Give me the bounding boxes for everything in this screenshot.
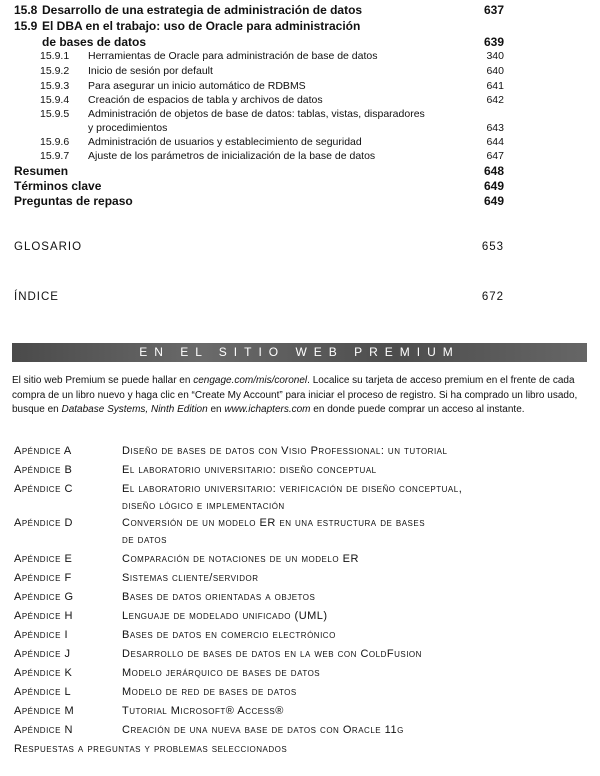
text: 15.9.3 — [40, 80, 70, 92]
text: 15.9.7 — [40, 150, 70, 162]
appendix-title: Diseño de bases de datos con Visio Professional: un tutorial — [122, 445, 448, 457]
text: Administración de objetos de base de datos: tablas, vistas, disparadores — [88, 108, 425, 120]
premium-url[interactable]: cengage.com/mis/coronel — [193, 375, 308, 386]
text: 15.9.2 — [40, 65, 70, 77]
toc-subentry[interactable] — [0, 50, 600, 66]
answers-title: Respuestas a preguntas y problemas seleccionados — [14, 743, 288, 755]
appendix-item[interactable] — [0, 686, 600, 702]
text: 649 — [483, 179, 504, 193]
toc-subentry[interactable] — [0, 65, 600, 81]
toc-entry-resumen[interactable] — [0, 164, 600, 180]
text: 643 — [486, 122, 504, 134]
text: 649 — [483, 194, 504, 208]
text: 641 — [486, 80, 504, 92]
text: Resumen — [14, 164, 69, 178]
text: Preguntas de repaso — [14, 194, 133, 208]
text: Creación de espacios de tabla y archivos de datos — [88, 94, 323, 106]
text: 15.9.5 — [40, 108, 70, 120]
appendix-item[interactable] — [0, 464, 600, 480]
appendix-title-cont: de datos — [122, 534, 167, 546]
premium-banner: EN EL SITIO WEB PREMIUM — [12, 343, 587, 362]
appendix-item[interactable] — [0, 705, 600, 721]
appendix-item[interactable] — [0, 667, 600, 683]
text: 648 — [483, 164, 504, 178]
appendix-title: Sistemas cliente/servidor — [122, 572, 259, 584]
text: 644 — [486, 136, 504, 148]
appendix-label: Apéndice N — [14, 724, 73, 736]
appendix-title: El laboratorio universitario: verificación de diseño conceptual, — [122, 483, 463, 495]
toc-entry-glosario[interactable] — [0, 241, 600, 257]
appendix-label: Apéndice F — [14, 572, 72, 584]
appendix-item[interactable] — [0, 591, 600, 607]
text: en donde puede comprar un acceso al instante. — [310, 404, 525, 415]
appendix-item[interactable] — [0, 629, 600, 645]
appendix-label: Apéndice M — [14, 705, 75, 717]
toc-entry-15-9[interactable] — [0, 19, 600, 49]
premium-description — [12, 374, 590, 418]
appendix-title: Creación de una nueva base de datos con Oracle 11g — [122, 724, 404, 736]
appendix-title: Modelo de red de bases de datos — [122, 686, 297, 698]
text: 640 — [486, 65, 504, 77]
text: 672 — [481, 291, 504, 303]
appendix-item[interactable] — [0, 724, 600, 740]
text: y procedimientos — [88, 122, 168, 134]
entry-number: 15.9 — [14, 19, 38, 33]
appendix-label: Apéndice G — [14, 591, 74, 603]
appendix-title: Bases de datos orientadas a objetos — [122, 591, 316, 603]
appendix-title: Comparación de notaciones de un modelo ER — [122, 553, 359, 565]
text: 340 — [486, 50, 504, 62]
appendix-label: Apéndice K — [14, 667, 73, 679]
answers-item[interactable] — [0, 743, 600, 759]
appendix-label: Apéndice B — [14, 464, 73, 476]
appendix-item[interactable] — [0, 553, 600, 569]
toc-entry-terminos[interactable] — [0, 179, 600, 195]
text: 15.9.6 — [40, 136, 70, 148]
appendix-item[interactable] — [0, 648, 600, 664]
text: 653 — [481, 241, 504, 253]
appendix-item[interactable] — [0, 445, 600, 461]
appendix-title: Lenguaje de modelado unificado (UML) — [122, 610, 328, 622]
appendix-title: Bases de datos en comercio electrónico — [122, 629, 336, 641]
appendix-label: Apéndice H — [14, 610, 73, 622]
appendix-label: Apéndice A — [14, 445, 72, 457]
appendix-label: Apéndice I — [14, 629, 69, 641]
entry-page: 637 — [483, 3, 504, 17]
entry-title: Desarrollo de una estrategia de administración de datos — [42, 3, 363, 17]
appendix-title-cont: diseño lógico e implementación — [122, 500, 285, 512]
appendix-item[interactable] — [0, 483, 600, 512]
appendix-item[interactable] — [0, 517, 600, 546]
text: en — [207, 404, 225, 415]
appendix-label: Apéndice L — [14, 686, 72, 698]
appendix-title: Desarrollo de bases de datos en la web con ColdFusion — [122, 648, 422, 660]
text: GLOSARIO — [14, 241, 83, 253]
text: Administración de usuarios y establecimiento de seguridad — [88, 136, 362, 148]
text: 642 — [486, 94, 504, 106]
text: Herramientas de Oracle para administración de base de datos — [88, 50, 378, 62]
appendix-title: Modelo jerárquico de bases de datos — [122, 667, 321, 679]
entry-page: 639 — [483, 35, 504, 49]
text: 15.9.4 — [40, 94, 70, 106]
appendix-item[interactable] — [0, 572, 600, 588]
text: ÍNDICE — [14, 291, 59, 303]
text: El sitio web Premium se puede hallar en — [12, 375, 194, 386]
appendix-label: Apéndice D — [14, 517, 73, 529]
appendix-label: Apéndice J — [14, 648, 71, 660]
text: Términos clave — [14, 179, 102, 193]
text: 647 — [486, 150, 504, 162]
text: Database Systems, Ninth Edition — [61, 404, 208, 415]
entry-title-cont: de bases de datos — [42, 35, 147, 49]
text: Inicio de sesión por default — [88, 65, 213, 77]
toc-entry-indice[interactable] — [0, 291, 600, 307]
appendix-title: Conversión de un modelo ER en una estructura de bases — [122, 517, 426, 529]
entry-number: 15.8 — [14, 3, 38, 17]
appendix-title: El laboratorio universitario: diseño conceptual — [122, 464, 377, 476]
text: Para asegurar un inicio automático de RDBMS — [88, 80, 306, 92]
toc-subentry[interactable] — [0, 108, 600, 134]
text: . Localice su tarjeta de acceso premium en el frente de cada compra de un libro nuevo y haga clic en “Create My Account” para iniciar el proceso de registro. Si ha comprado un libro usado, busque en — [12, 375, 578, 415]
appendix-item[interactable] — [0, 610, 600, 626]
ichapters-url[interactable]: www.ichapters.com — [224, 404, 311, 415]
appendix-title: Tutorial Microsoft® Access® — [122, 705, 284, 717]
text: 15.9.1 — [40, 50, 70, 62]
text: Ajuste de los parámetros de inicialización de la base de datos — [88, 150, 376, 162]
appendix-label: Apéndice C — [14, 483, 73, 495]
entry-title: El DBA en el trabajo: uso de Oracle para administración — [42, 19, 361, 33]
toc-entry-preguntas[interactable] — [0, 194, 600, 210]
toc-entry-15-8[interactable] — [0, 3, 600, 19]
appendix-label: Apéndice E — [14, 553, 73, 565]
